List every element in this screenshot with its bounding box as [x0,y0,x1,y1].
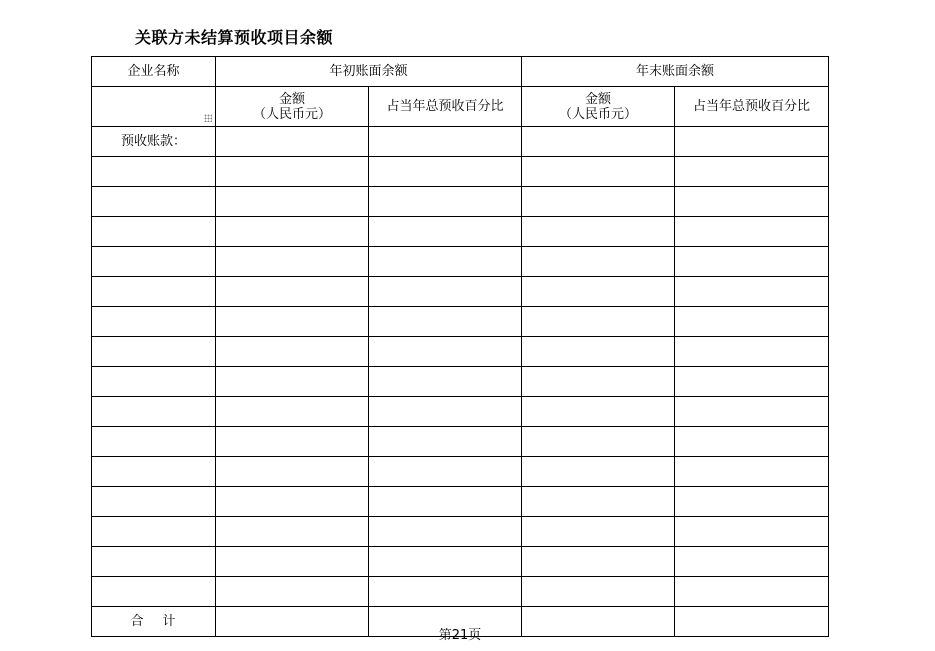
table-row [92,457,829,487]
table-row [92,157,829,187]
table-cell [522,217,675,247]
table-cell [675,427,829,457]
table-cell [92,217,216,247]
table-cell [369,487,522,517]
table-cell [369,517,522,547]
balance-table [91,56,829,637]
table-cell [369,307,522,337]
table-cell [369,247,522,277]
closing-balance-header: 年末账面余额 [522,57,829,87]
table-cell [216,277,369,307]
table-cell [216,157,369,187]
table-cell [369,127,522,157]
table-cell [92,307,216,337]
table-cell [92,367,216,397]
table-cell [675,127,829,157]
table-cell [522,547,675,577]
table-row [92,337,829,367]
closing-percent-header: 占当年总预收百分比 [675,87,829,127]
table-cell [216,367,369,397]
table-cell [92,247,216,277]
table-cell [522,397,675,427]
resize-dots-icon [204,114,212,122]
table-cell [369,577,522,607]
table-cell [369,187,522,217]
table-cell [675,547,829,577]
opening-amount-header [216,87,369,127]
table-cell [369,547,522,577]
table-cell [216,217,369,247]
table-row [92,367,829,397]
table-cell [522,157,675,187]
table-cell [369,367,522,397]
amount-label: 金额 [585,91,612,107]
table-cell [92,547,216,577]
page-title: 关联方未结算预收项目余额 [135,28,334,47]
table-cell [216,577,369,607]
table-cell [92,427,216,457]
table-cell [522,517,675,547]
table-row [92,427,829,457]
table-cell [369,277,522,307]
header-row-1 [92,57,829,87]
table-cell [216,397,369,427]
table-cell [522,577,675,607]
table-cell [675,277,829,307]
table-cell [675,487,829,517]
table-cell [216,247,369,277]
table-cell [675,187,829,217]
table-cell [216,427,369,457]
table-cell [92,157,216,187]
table-cell [216,487,369,517]
table-cell [522,337,675,367]
opening-percent-header: 占当年总预收百分比 [369,87,522,127]
company-name-header: 企业名称 [92,57,216,87]
table-cell [92,457,216,487]
table-row [92,247,829,277]
table-row [92,307,829,337]
table-cell [675,307,829,337]
table-cell [675,517,829,547]
table-row [92,277,829,307]
table-cell [675,577,829,607]
table-cell [522,187,675,217]
table-cell [216,187,369,217]
table-cell [675,367,829,397]
table-cell [216,307,369,337]
table-cell [92,277,216,307]
table-row [92,487,829,517]
table-row [92,187,829,217]
empty-rows [92,157,829,607]
table-cell [369,157,522,187]
table-cell [675,157,829,187]
table-cell [216,547,369,577]
table-row [92,217,829,247]
table-cell [675,247,829,277]
advance-label: 预收账款： [92,127,216,157]
table-cell [522,487,675,517]
currency-label: （人民币元） [559,106,638,122]
table-cell [522,457,675,487]
table-cell [216,457,369,487]
table-cell [522,277,675,307]
table-row [92,547,829,577]
corner-cell [92,87,216,127]
table-cell [92,187,216,217]
table-cell [92,577,216,607]
table-cell [92,487,216,517]
table-cell [369,397,522,427]
table-cell [216,127,369,157]
table-cell [216,517,369,547]
table-cell [369,427,522,457]
opening-balance-header: 年初账面余额 [216,57,522,87]
table-cell [522,427,675,457]
table-row [92,397,829,427]
table-cell [369,217,522,247]
advance-row [92,127,829,157]
table-cell [92,397,216,427]
table-cell [675,217,829,247]
amount-label: 金额 [278,91,305,107]
table-cell [369,457,522,487]
table-row [92,577,829,607]
table-cell [216,337,369,367]
table-cell [675,337,829,367]
table-cell [369,337,522,367]
table-cell [675,457,829,487]
table-cell [92,517,216,547]
table-cell [92,337,216,367]
table-cell [522,367,675,397]
header-row-2 [92,87,829,127]
table-cell [675,397,829,427]
closing-amount-header [522,87,675,127]
currency-label: （人民币元） [252,106,331,122]
table-row [92,517,829,547]
table-cell [522,127,675,157]
table-cell [522,307,675,337]
total-char-2: 计 [162,614,177,629]
table-cell [522,247,675,277]
page-number: 第21页 [438,628,482,643]
total-char-1: 合 [130,614,145,629]
